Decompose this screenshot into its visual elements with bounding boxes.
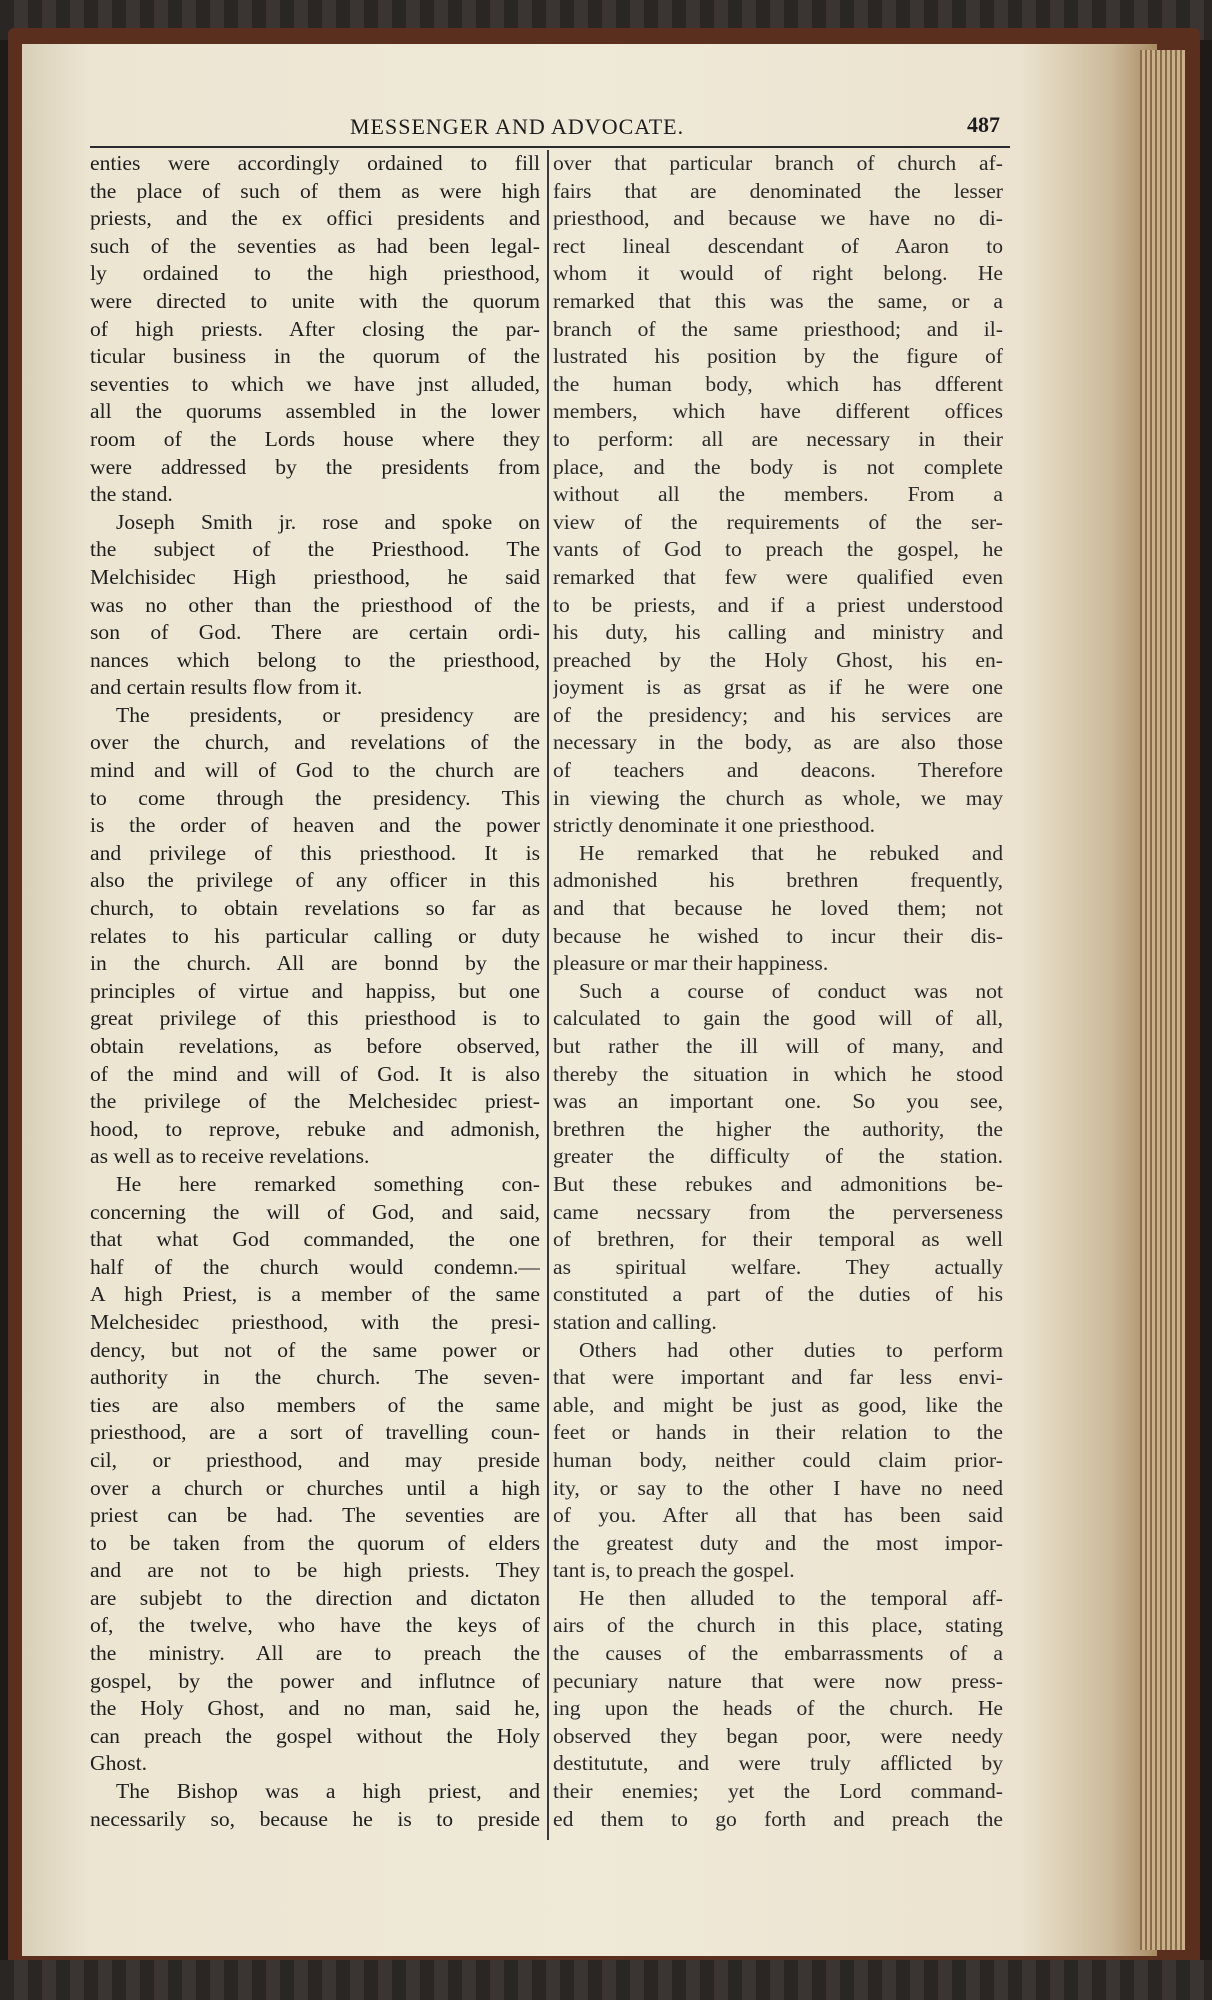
text-line: over a church or churches until a high bbox=[90, 1475, 540, 1500]
text-line: and are not to be high priests. They bbox=[90, 1558, 540, 1583]
text-line: priests, and the ex offici presidents and bbox=[90, 206, 540, 231]
text-line: whom it would of right belong. He bbox=[553, 261, 1003, 286]
text-line: necessarily so, because he is to preside bbox=[90, 1806, 540, 1831]
text-line: the human body, which has dfferent bbox=[553, 371, 1003, 396]
text-line: pecuniary nature that were now press- bbox=[553, 1668, 1003, 1693]
text-line: the privilege of the Melchesidec priest- bbox=[90, 1089, 540, 1114]
text-line: all the quorums assembled in the lower bbox=[90, 399, 540, 424]
text-line: of brethren, for their temporal as well bbox=[553, 1227, 1003, 1252]
text-line: hood, to reprove, rebuke and admonish, bbox=[90, 1116, 540, 1141]
text-line: ties are also members of the same bbox=[90, 1392, 540, 1417]
text-line: Others had other duties to perform bbox=[579, 1337, 1003, 1362]
text-line: strictly denominate it one priesthood. bbox=[553, 813, 876, 838]
text-line: authority in the church. The seven- bbox=[90, 1365, 540, 1390]
text-line: remarked that few were qualified even bbox=[553, 564, 1003, 589]
text-line: of teachers and deacons. Therefore bbox=[553, 758, 1003, 783]
text-line: to perform: all are necessary in their bbox=[553, 426, 1003, 451]
text-line: that what God commanded, the one bbox=[90, 1227, 540, 1252]
text-line: in the church. All are bonnd by the bbox=[90, 951, 540, 976]
text-line: enties were accordingly ordained to fill bbox=[90, 151, 540, 175]
text-line: son of God. There are certain ordi- bbox=[90, 620, 540, 645]
text-line: to come through the presidency. This bbox=[90, 785, 540, 810]
text-line: admonished his brethren frequently, bbox=[553, 868, 1003, 893]
text-line: cil, or priesthood, and may preside bbox=[90, 1447, 540, 1472]
text-line: were directed to unite with the quorum bbox=[90, 288, 540, 313]
text-line: lustrated his position by the figure of bbox=[553, 344, 1003, 369]
text-line: because he wished to incur their dis- bbox=[553, 923, 1003, 948]
text-line: their enemies; yet the Lord command- bbox=[553, 1779, 1003, 1804]
left-text-column bbox=[90, 150, 540, 1833]
text-line: the ministry. All are to preach the bbox=[90, 1641, 540, 1666]
text-line: the Holy Ghost, and no man, said he, bbox=[90, 1696, 540, 1721]
text-line: priest can be had. The seventies are bbox=[90, 1503, 540, 1528]
text-line: the place of such of them as were high bbox=[90, 178, 540, 203]
text-line: room of the Lords house where they bbox=[90, 426, 540, 451]
text-line: members, which have different offices bbox=[553, 399, 1003, 424]
text-line: place, and the body is not complete bbox=[553, 454, 1003, 479]
text-line: great privilege of this priesthood is to bbox=[90, 1006, 540, 1031]
text-line: the causes of the embarrassments of a bbox=[553, 1641, 1003, 1666]
text-line: preached by the Holy Ghost, his en- bbox=[553, 647, 1003, 672]
text-line: thereby the situation in which he stood bbox=[553, 1061, 1003, 1086]
text-line: to be taken from the quorum of elders bbox=[90, 1530, 540, 1555]
text-line: joyment is as grsat as if he were one bbox=[553, 675, 1003, 700]
page-edges bbox=[1140, 50, 1185, 1950]
text-line: concerning the will of God, and said, bbox=[90, 1199, 540, 1224]
text-line: Such a course of conduct was not bbox=[579, 978, 1003, 1003]
text-line: able, and might be just as good, like the bbox=[553, 1392, 1003, 1417]
text-line: ed them to go forth and preach the bbox=[553, 1806, 1003, 1831]
text-line: of high priests. After closing the par- bbox=[90, 316, 540, 341]
text-line: He here remarked something con- bbox=[116, 1171, 540, 1196]
page-number: 487 bbox=[967, 112, 1000, 137]
text-line: observed they began poor, were needy bbox=[553, 1723, 1003, 1748]
text-line: human body, neither could claim prior- bbox=[553, 1447, 1003, 1472]
running-head: MESSENGER AND ADVOCATE. bbox=[350, 114, 685, 139]
text-line: and privilege of this priesthood. It is bbox=[90, 840, 540, 865]
text-line: over that particular branch of church af- bbox=[553, 151, 1003, 175]
text-line: half of the church would condemn.— bbox=[90, 1254, 540, 1279]
text-line: ticular business in the quorum of the bbox=[90, 344, 540, 369]
text-line: station and calling. bbox=[553, 1309, 717, 1334]
text-line: was no other than the priesthood of the bbox=[90, 592, 540, 617]
text-line: church, to obtain revelations so far as bbox=[90, 896, 540, 921]
text-line: seventies to which we have jnst alluded, bbox=[90, 371, 540, 396]
text-line: was an important one. So you see, bbox=[553, 1089, 1003, 1114]
text-line: tant is, to preach the gospel. bbox=[553, 1558, 795, 1583]
text-line: of, the twelve, who have the keys of bbox=[90, 1613, 540, 1638]
text-line: He remarked that he rebuked and bbox=[579, 840, 1003, 865]
text-line: mind and will of God to the church are bbox=[90, 758, 540, 783]
text-line: that were important and far less envi- bbox=[553, 1365, 1003, 1390]
text-line: over the church, and revelations of the bbox=[90, 730, 540, 755]
text-line: dency, but not of the same power or bbox=[90, 1337, 540, 1362]
text-line: of the presidency; and his services are bbox=[553, 702, 1003, 727]
text-line: airs of the church in this place, stating bbox=[553, 1613, 1003, 1638]
text-line: feet or hands in their relation to the bbox=[553, 1420, 1003, 1445]
text-line: of you. After all that has been said bbox=[553, 1503, 1003, 1528]
text-line: He then alluded to the temporal aff- bbox=[579, 1585, 1003, 1610]
text-line: Ghost. bbox=[90, 1751, 147, 1776]
text-line: The Bishop was a high priest, and bbox=[116, 1779, 540, 1804]
text-line: in viewing the church as whole, we may bbox=[553, 785, 1003, 810]
text-line: ly ordained to the high priesthood, bbox=[90, 261, 540, 286]
text-line: principles of virtue and happiss, but one bbox=[90, 978, 540, 1003]
text-line: but rather the ill will of many, and bbox=[553, 1034, 1003, 1058]
text-line: Melchesidec priesthood, with the presi- bbox=[90, 1309, 540, 1334]
text-line: Joseph Smith jr. rose and spoke on bbox=[116, 509, 540, 534]
text-line: his duty, his calling and ministry and bbox=[553, 620, 1003, 645]
text-line: came necssary from the perverseness bbox=[553, 1199, 1003, 1224]
text-line: obtain revelations, as before observed, bbox=[90, 1034, 540, 1058]
column-divider bbox=[547, 150, 549, 1840]
text-line: and that because he loved them; not bbox=[553, 896, 1003, 921]
text-line: priesthood, are a sort of travelling coun- bbox=[90, 1420, 540, 1445]
text-line: nances which belong to the priesthood, bbox=[90, 647, 540, 672]
text-line: the subject of the Priesthood. The bbox=[90, 537, 540, 562]
text-line: pleasure or mar their happiness. bbox=[553, 951, 829, 976]
book-binding-bottom bbox=[0, 1960, 1212, 2000]
text-line: relates to his particular calling or duty bbox=[90, 923, 540, 948]
text-line: of the mind and will of God. It is also bbox=[90, 1061, 540, 1086]
text-line: such of the seventies as had been legal- bbox=[90, 233, 540, 258]
text-line: calculated to gain the good will of all, bbox=[553, 1006, 1003, 1031]
text-line: A high Priest, is a member of the same bbox=[90, 1282, 540, 1307]
text-line: the greatest duty and the most impor- bbox=[553, 1530, 1003, 1555]
text-line: The presidents, or presidency are bbox=[116, 702, 540, 727]
text-line: constituted a part of the duties of his bbox=[553, 1282, 1003, 1307]
text-line: as well as to receive revelations. bbox=[90, 1144, 370, 1169]
text-line: gospel, by the power and influtnce of bbox=[90, 1668, 540, 1693]
text-line: is the order of heaven and the power bbox=[90, 813, 540, 838]
text-line: were addressed by the presidents from bbox=[90, 454, 540, 479]
text-line: also the privilege of any officer in this bbox=[90, 868, 540, 893]
text-line: remarked that this was the same, or a bbox=[553, 288, 1003, 313]
page-header bbox=[90, 110, 1010, 148]
text-line: view of the requirements of the ser- bbox=[553, 509, 1003, 534]
text-line: the stand. bbox=[90, 482, 173, 507]
text-line: branch of the same priesthood; and il- bbox=[553, 316, 1003, 341]
text-line: ity, or say to the other I have no need bbox=[553, 1475, 1003, 1500]
text-line: as spiritual welfare. They actually bbox=[553, 1254, 1003, 1279]
text-line: Melchisidec High priesthood, he said bbox=[90, 564, 540, 589]
text-line: to be priests, and if a priest understood bbox=[553, 592, 1003, 617]
text-line: and certain results flow from it. bbox=[90, 675, 363, 700]
text-line: necessary in the body, as are also those bbox=[553, 730, 1003, 755]
text-line: fairs that are denominated the lesser bbox=[553, 178, 1003, 203]
text-line: brethren the higher the authority, the bbox=[553, 1116, 1003, 1141]
text-line: But these rebukes and admonitions be- bbox=[553, 1171, 1003, 1196]
text-line: greater the difficulty of the station. bbox=[553, 1144, 1003, 1169]
text-line: destitutute, and were truly afflicted by bbox=[553, 1751, 1003, 1776]
text-line: without all the members. From a bbox=[553, 482, 1003, 507]
text-line: are subjebt to the direction and dictaton bbox=[90, 1585, 540, 1610]
text-line: priesthood, and because we have no di- bbox=[553, 206, 1003, 231]
text-line: vants of God to preach the gospel, he bbox=[553, 537, 1003, 562]
text-line: rect lineal descendant of Aaron to bbox=[553, 233, 1003, 258]
right-text-column bbox=[553, 150, 1003, 1833]
text-line: ing upon the heads of the church. He bbox=[553, 1696, 1003, 1721]
text-line: can preach the gospel without the Holy bbox=[90, 1723, 540, 1748]
